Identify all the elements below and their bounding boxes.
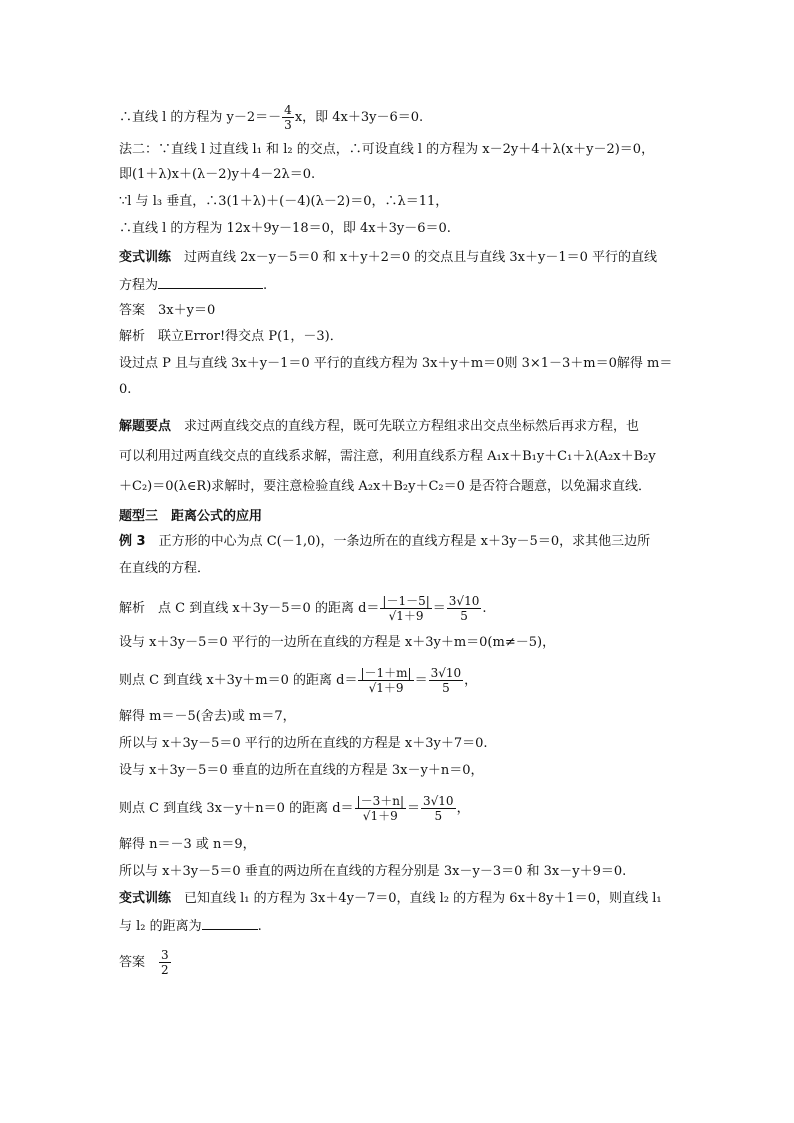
line-4: ∵l 与 l₃ 垂直，∴3(1＋λ)＋(－4)(λ－2)＝0，∴λ＝11， [119, 194, 449, 209]
line-19: 设与 x＋3y－5＝0 平行的一边所在直线的方程是 x＋3y＋m＝0(m≠－5)， [119, 635, 556, 650]
line-7: 方程为 . [119, 278, 268, 293]
answer-blank [158, 276, 263, 289]
line-24: 则点 C 到直线 3x－y＋n＝0 的距离 d＝ $\frac{|-3+n|}{√1+9}$ ＝ $\frac{3√10}{5}$ ， [119, 794, 470, 823]
section-label: 变式训练 [119, 891, 172, 906]
line-8: 答案 3x＋y＝0 [119, 303, 216, 318]
line-16: 例 3 正方形的中心为点 C(－1,0)，一条边所在的直线方程是 x＋3y－5＝0，求其他三边所 [119, 534, 651, 549]
example-label: 例 3 [119, 534, 146, 549]
line-17: 在直线的方程． [119, 561, 211, 576]
line-13: 可以利用过两直线交点的直线系求解，需注意，利用直线系方程 A₁x＋B₁y＋C₁＋λ(A₂x＋B₂y [119, 449, 656, 464]
fraction: $\frac{4}{3}$ [284, 103, 292, 132]
line-21: 解得 m＝－5(舍去)或 m＝7， [119, 709, 296, 724]
line-26: 所以与 x＋3y－5＝0 垂直的两边所在直线的方程分别是 3x－y－3＝0 和 3x－y＋9＝0. [119, 864, 627, 879]
line-1: ∴直线 l 的方程为 y－2＝－ $\frac{4}{3}$ x，即 4x＋3y－6＝0. [119, 103, 424, 132]
section-label: 变式训练 [119, 250, 172, 265]
fraction: $\frac{3√10}{5}$ [430, 666, 462, 695]
line-28: 与 l₂ 的距离为 . [119, 919, 262, 934]
line-5: ∴直线 l 的方程为 12x＋9y－18＝0，即 4x＋3y－6＝0. [119, 221, 451, 236]
line-9: 解析 联立Error!得交点 P(1，－3)． [119, 329, 343, 344]
fraction: $\frac{|-1-5|}{√1+9}$ [382, 594, 430, 623]
fraction: $\frac{|-3+n|}{√1+9}$ [356, 794, 404, 823]
line-29: 答案 $\frac{3}{2}$ [119, 948, 169, 977]
line-6: 变式训练 过两直线 2x－y－5＝0 和 x＋y＋2＝0 的交点且与直线 3x＋y－1＝0 平行的直线 [119, 250, 658, 265]
fraction: $\frac{3√10}{5}$ [448, 594, 480, 623]
line-11: 0. [119, 382, 132, 397]
line-27: 变式训练 已知直线 l₁ 的方程为 3x＋4y－7＝0，直线 l₂ 的方程为 6x＋8y＋1＝0，则直线 l₁ [119, 891, 662, 906]
line-2: 法二：∵直线 l 过直线 l₁ 和 l₂ 的交点，∴可设直线 l 的方程为 x－2y＋4＋λ(x＋y－2)＝0， [119, 142, 655, 157]
line-18: 解析 点 C 到直线 x＋3y－5＝0 的距离 d＝ $\frac{|-1-5|}{√1+9}$ ＝ $\frac{3√10}{5}$ . [119, 594, 487, 623]
line-25: 解得 n＝－3 或 n＝9， [119, 837, 256, 852]
fraction: $\frac{|-1+m|}{√1+9}$ [360, 666, 412, 695]
line-14: ＋C₂)＝0(λ∈R)求解时，要注意检验直线 A₂x＋B₂y＋C₂＝0 是否符合题意，以免漏求直线． [119, 479, 652, 494]
line-3: 即(1＋λ)x＋(λ－2)y＋4－2λ＝0. [119, 167, 316, 182]
fraction: $\frac{3}{2}$ [161, 948, 169, 977]
line-12: 解题要点 求过两直线交点的直线方程，既可先联立方程组求出交点坐标然后再求方程，也 [119, 419, 640, 434]
line-22: 所以与 x＋3y－5＝0 平行的边所在直线的方程是 x＋3y＋7＝0. [119, 736, 488, 751]
line-10: 设过点 P 且与直线 3x＋y－1＝0 平行的直线方程为 3x＋y＋m＝0则 3×1－3＋m＝0解得 m＝ [119, 356, 673, 371]
section-label: 解题要点 [119, 419, 172, 434]
line-20: 则点 C 到直线 x＋3y＋m＝0 的距离 d＝ $\frac{|-1+m|}{√1+9}$ ＝ $\frac{3√10}{5}$ ， [119, 666, 478, 695]
fraction: $\frac{3√10}{5}$ [423, 794, 454, 823]
section-heading: 题型三 距离公式的应用 [119, 509, 263, 524]
answer-blank [202, 917, 258, 930]
line-23: 设与 x＋3y－5＝0 垂直的边所在直线的方程是 3x－y＋n＝0， [119, 763, 484, 778]
